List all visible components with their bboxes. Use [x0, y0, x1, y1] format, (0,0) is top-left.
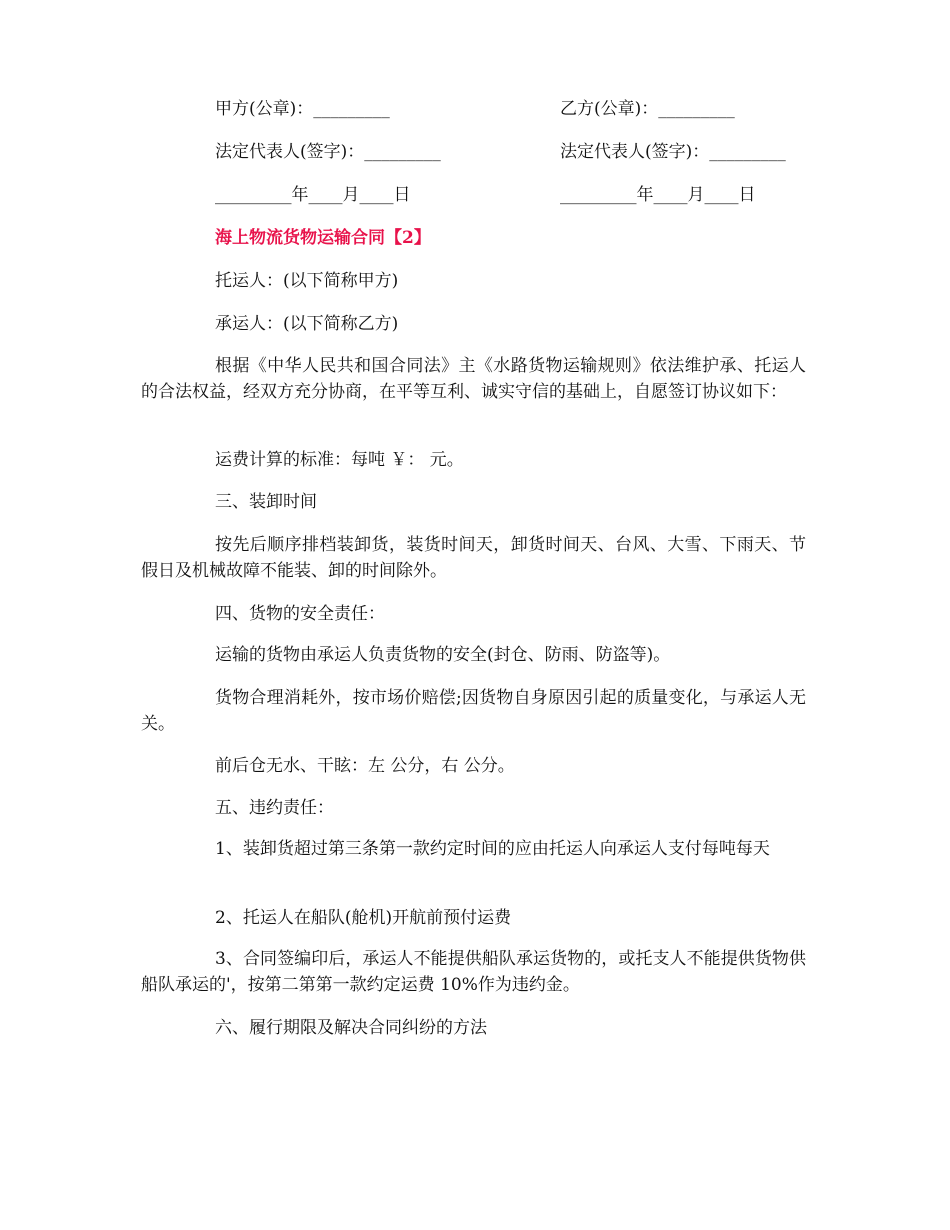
party-b-seal-line: 乙方(公章)：_________ [560, 99, 735, 119]
section-5-item-3: 3、合同签编印后，承运人不能提供船队承运货物的，或托支人不能提供货物供船队承运的'，按第二第第一款约定运费 10%作为违约金。 [141, 949, 806, 995]
carrier-line: 承运人：(以下简称乙方) [215, 314, 399, 334]
section-5-item-1: 1、装卸货超过第三条第一款约定时间的应由托运人向承运人支付每吨每天 [215, 839, 770, 859]
party-a-representative-line: 法定代表人(签字)：_________ [215, 142, 441, 162]
section-5-item-2: 2、托运人在船队(舱机)开航前预付运费 [215, 908, 512, 928]
section-4-body-2: 货物合理消耗外，按市场价赔偿;因货物自身原因引起的质量变化，与承运人无关。 [141, 688, 806, 734]
party-b-representative-line: 法定代表人(签字)：_________ [560, 142, 786, 162]
party-a-seal-line: 甲方(公章)：_________ [215, 99, 390, 119]
shipper-line: 托运人：(以下简称甲方) [215, 271, 399, 291]
party-b-date-line: _________年____月____日 [560, 185, 756, 205]
section-4-title: 四、货物的安全责任： [215, 604, 385, 624]
freight-standard-line: 运费计算的标准：每吨 ￥： 元。 [215, 450, 464, 470]
section-4-body-3: 前后仓无水、干眩：左 公分，右 公分。 [215, 756, 515, 776]
section-4-body-1: 运输的货物由承运人负责货物的安全(封仓、防雨、防盗等)。 [215, 645, 671, 665]
section-heading: 海上物流货物运输合同【2】 [215, 228, 431, 248]
section-5-title: 五、违约责任： [215, 798, 334, 818]
intro-paragraph: 根据《中华人民共和国合同法》主《水路货物运输规则》依法维护承、托运人的合法权益，经双方充分协商，在平等互利、诚实守信的基础上，自愿签订协议如下： [141, 356, 806, 402]
section-6-title: 六、履行期限及解决合同纠纷的方法 [215, 1018, 487, 1038]
section-3-title: 三、装卸时间 [215, 492, 317, 512]
party-a-date-line: _________年____月____日 [215, 185, 411, 205]
section-3-body: 按先后顺序排档装卸货，装货时间天，卸货时间天、台风、大雪、下雨天、节假日及机械故障不能装、卸的时间除外。 [141, 535, 806, 581]
